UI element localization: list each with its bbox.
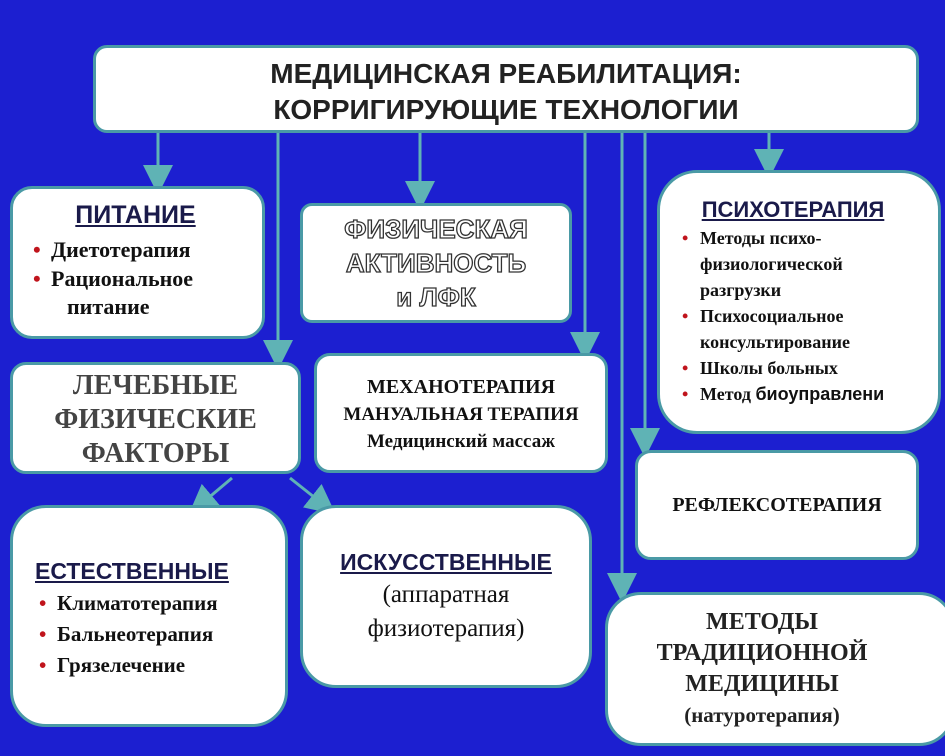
therapeutic-line-1: ЛЕЧЕБНЫЕ bbox=[72, 370, 239, 401]
physical-line-2: АКТИВНОСТЬ bbox=[345, 248, 527, 278]
natural-item: • Грязелечение bbox=[35, 650, 285, 681]
traditional-medicine-box bbox=[605, 592, 945, 746]
physical-line-1: ФИЗИЧЕСКАЯ bbox=[344, 214, 528, 244]
natural-item: • Климатотерапия bbox=[35, 588, 285, 619]
psycho-item-2-cont: консультирование bbox=[700, 332, 850, 352]
natural-heading: ЕСТЕСТВЕННЫЕ bbox=[35, 558, 229, 584]
reflexo-label: РЕФЛЕКСОТЕРАПИЯ bbox=[672, 494, 882, 516]
psycho-item-4-bold: биоуправлени bbox=[755, 384, 885, 404]
natural-list bbox=[35, 588, 285, 681]
nutrition-item: • Диетотерапия bbox=[29, 235, 262, 264]
title-line-1: МЕДИЦИНСКАЯ РЕАБИЛИТАЦИЯ: bbox=[270, 58, 742, 89]
mechano-line-2: МАНУАЛЬНАЯ ТЕРАПИЯ bbox=[343, 404, 579, 425]
psycho-item-2: Психосоциальное bbox=[700, 306, 844, 326]
artificial-line-2: физиотерапия) bbox=[367, 615, 525, 642]
therapeutic-line-3: ФАКТОРЫ bbox=[81, 438, 230, 469]
title-box bbox=[93, 45, 919, 133]
psycho-item bbox=[678, 303, 938, 355]
natural-item: • Бальнеотерапия bbox=[35, 619, 285, 650]
natural-factors-box bbox=[10, 505, 288, 727]
nutrition-list bbox=[29, 235, 262, 293]
psycho-item-1-cont-1: физиологической bbox=[700, 254, 843, 274]
psychotherapy-box bbox=[657, 170, 941, 434]
nutrition-item-continuation: питание bbox=[67, 294, 150, 319]
artificial-line-1: (аппаратная bbox=[382, 581, 510, 608]
artificial-factors-box bbox=[300, 505, 592, 688]
psycho-list bbox=[678, 225, 938, 407]
traditional-line-3: МЕДИЦИНЫ bbox=[685, 671, 839, 697]
psycho-item-4-prefix: Метод bbox=[700, 384, 756, 404]
psycho-item-1-cont-2: разгрузки bbox=[700, 280, 782, 300]
nutrition-box bbox=[10, 186, 265, 339]
artificial-heading: ИСКУССТВЕННЫЕ bbox=[340, 549, 552, 575]
nutrition-heading: ПИТАНИЕ bbox=[75, 201, 196, 229]
mechano-line-1: МЕХАНОТЕРАПИЯ bbox=[366, 376, 556, 398]
mechano-line-3: Медицинский массаж bbox=[367, 431, 555, 452]
therapeutic-factors-box bbox=[10, 362, 301, 474]
psycho-item bbox=[678, 225, 938, 303]
mechanotherapy-box bbox=[314, 353, 608, 473]
traditional-line-2: ТРАДИЦИОННОЙ bbox=[656, 640, 868, 666]
reflexotherapy-box bbox=[635, 450, 919, 560]
physical-activity-box bbox=[300, 203, 572, 323]
psycho-item bbox=[678, 381, 938, 407]
title-line-2: КОРРИГИРУЮЩИЕ ТЕХНОЛОГИИ bbox=[273, 94, 739, 125]
traditional-line-1: МЕТОДЫ bbox=[706, 609, 818, 635]
nutrition-item: • Рациональное bbox=[29, 264, 262, 293]
traditional-line-4: (натуротерапия) bbox=[684, 703, 840, 727]
arrow-to-natural bbox=[200, 478, 232, 505]
therapeutic-line-2: ФИЗИЧЕСКИЕ bbox=[54, 404, 257, 435]
psycho-item-1: Методы психо- bbox=[700, 228, 822, 248]
psycho-item: • Школы больных bbox=[678, 355, 938, 381]
arrow-to-artificial bbox=[290, 478, 324, 505]
psycho-heading: ПСИХОТЕРАПИЯ bbox=[701, 197, 885, 222]
physical-line-3: и ЛФК bbox=[396, 282, 476, 312]
